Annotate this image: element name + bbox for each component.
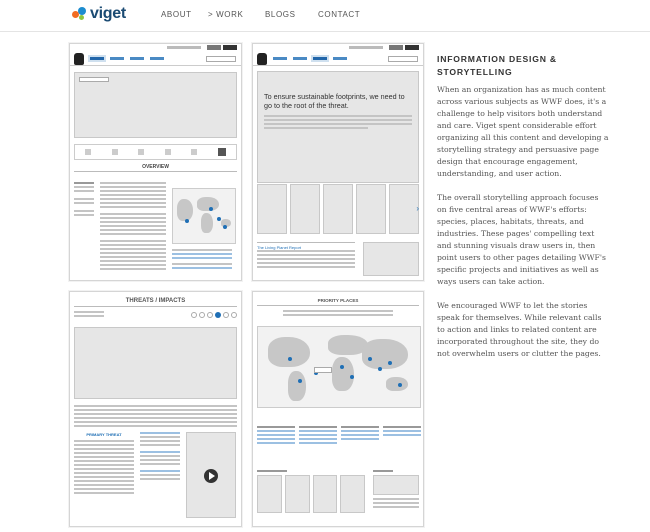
nav-about[interactable]: ABOUT (161, 10, 192, 19)
paragraph-1: When an organization has as much content across various subjects as WWF does, it's a challenge to help visitors both understand and care. Viget spent considerable effort organizing all this content and developing a storytelling strategy and persuasive page design that encourage engagement, understanding, and user action. (437, 85, 609, 178)
case-study-copy (437, 53, 609, 360)
wwf-panda-icon (257, 53, 267, 65)
viget-logo[interactable] (72, 5, 126, 23)
wireframe-priority-places[interactable] (252, 291, 424, 527)
wwf-panda-icon (74, 53, 84, 65)
priority-places-title: PRIORITY PLACES (257, 298, 419, 306)
site-header (0, 0, 650, 32)
logo-text: viget (90, 5, 126, 22)
wireframe-threats-impacts[interactable]: THREATS / IMPACTS PRIMARY THREAT (69, 291, 242, 527)
living-planet-link[interactable]: The Living Planet Report (257, 245, 302, 250)
wireframe-places-threats[interactable] (252, 43, 424, 281)
threat-headline: To ensure sustainable footprints, we need to go to the root of the threat. (264, 92, 405, 110)
paragraph-3: We encouraged WWF to let the stories speak for themselves. While relevant calls to action and links to related content are incorporated throughout the site, they do not overwhelm users or clutter the pages. (437, 301, 602, 358)
threats-title: THREATS / IMPACTS (74, 298, 237, 307)
species-range-map[interactable] (172, 188, 236, 244)
nav-work[interactable]: > WORK (208, 10, 244, 19)
nav-contact[interactable]: CONTACT (318, 10, 361, 19)
paragraph-2: The overall storytelling approach focuses on five central areas of WWF's efforts: species, places, habitats, threats, and industries. These pages' compelling text and stunning visuals draw users in, then point users to other pages detailing WWF's specific projects and initiatives as well as ways users can take action. (437, 193, 606, 286)
carousel-next-icon[interactable]: › (416, 204, 419, 213)
viget-logo-icon (72, 7, 86, 21)
overview-title: OVERVIEW (74, 164, 237, 172)
nav-blogs[interactable]: BLOGS (265, 10, 296, 19)
priority-places-map[interactable] (257, 326, 421, 408)
section-heading: INFORMATION DESIGN & STORYTELLING (437, 54, 557, 77)
wireframe-species-overview[interactable] (69, 43, 242, 281)
video-play-button[interactable] (204, 469, 218, 483)
